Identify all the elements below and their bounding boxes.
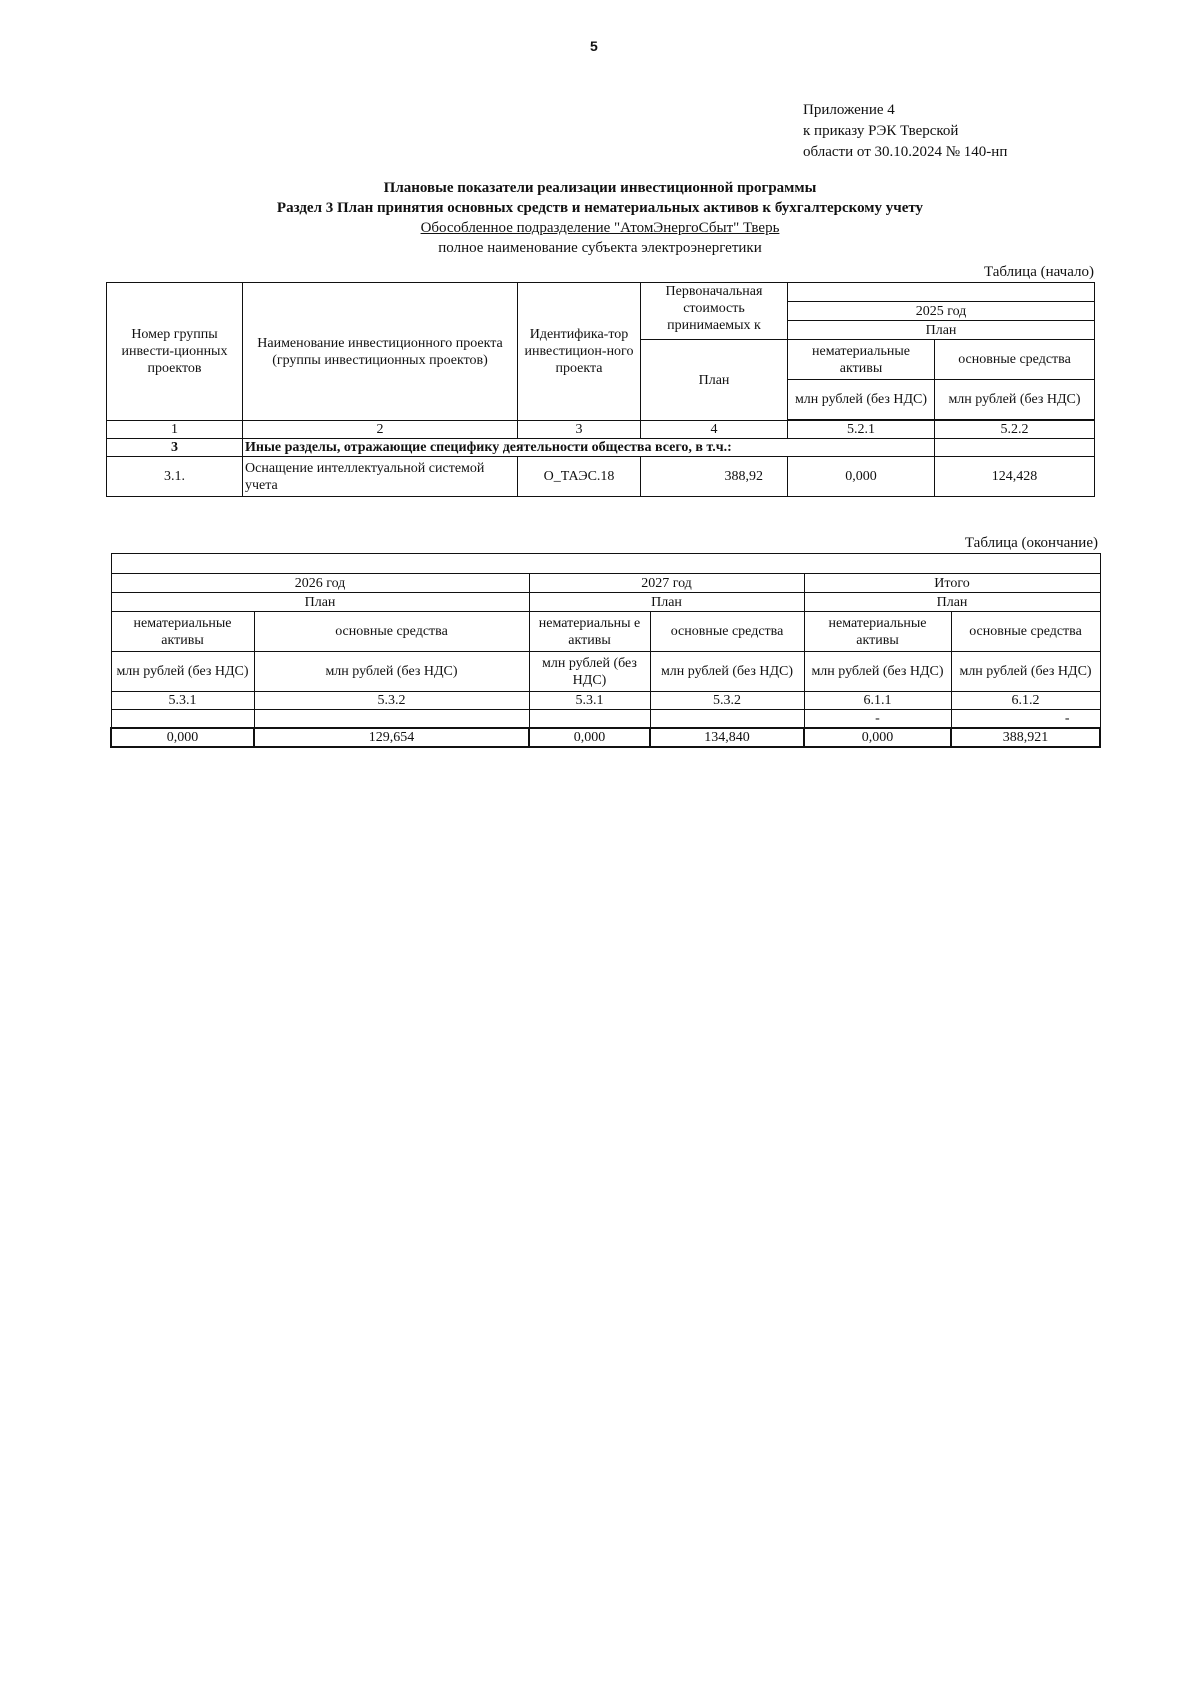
entity-caption: полное наименование субъекта электроэнергетики xyxy=(438,240,762,256)
plan-table-end xyxy=(110,553,1101,748)
header-unit: млн рублей (без НДС) xyxy=(529,652,650,692)
header-intangible: нематериальные активы xyxy=(788,340,935,380)
dash-cell xyxy=(650,710,804,729)
row-intangible: 0,000 xyxy=(788,457,935,497)
appendix-line-2: к приказу РЭК Тверской xyxy=(803,123,959,139)
header-unit: млн рублей (без НДС) xyxy=(951,652,1100,692)
section-row-empty xyxy=(935,439,1095,457)
header-year-2027: 2027 год xyxy=(529,574,804,593)
header-initial-cost-plan: План xyxy=(641,340,788,421)
header-intangible: нематериальны е активы xyxy=(529,612,650,652)
col-number: 6.1.2 xyxy=(951,692,1100,710)
value-cell: 388,921 xyxy=(951,728,1100,747)
header-fixed: основные средства xyxy=(650,612,804,652)
table-start-caption: Таблица (начало) xyxy=(983,264,1094,280)
dash-cell xyxy=(254,710,529,729)
header-unit: млн рублей (без НДС) xyxy=(111,652,254,692)
col-number: 5.2.1 xyxy=(788,421,935,439)
header-plan: План xyxy=(788,321,1095,340)
header-empty xyxy=(788,283,1095,302)
value-cell: 0,000 xyxy=(529,728,650,747)
value-cell: 0,000 xyxy=(804,728,951,747)
appendix-line-3: области от 30.10.2024 № 140-нп xyxy=(803,144,1008,160)
col-number: 1 xyxy=(107,421,243,439)
row-number: 3.1. xyxy=(107,457,243,497)
header-year-2025: 2025 год xyxy=(788,302,1095,321)
header-plan: План xyxy=(529,593,804,612)
row-fixed: 124,428 xyxy=(935,457,1095,497)
dash-cell: - xyxy=(804,710,951,729)
entity-name: Обособленное подразделение "АтомЭнергоСбыт" Тверь xyxy=(420,220,780,236)
table-end-caption: Таблица (окончание) xyxy=(964,535,1098,551)
col-number: 5.3.2 xyxy=(650,692,804,710)
col-number: 4 xyxy=(641,421,788,439)
section-title: Раздел 3 План принятия основных средств и нематериальных активов к бухгалтерскому учету xyxy=(276,200,924,216)
appendix-note xyxy=(803,100,1007,163)
header-plan: План xyxy=(111,593,529,612)
col-number: 2 xyxy=(243,421,518,439)
header-unit: млн рублей (без НДС) xyxy=(804,652,951,692)
value-cell: 134,840 xyxy=(650,728,804,747)
header-unit: млн рублей (без НДС) xyxy=(254,652,529,692)
header-group-no: Номер группы инвести-ционных проектов xyxy=(107,283,243,421)
header-total: Итого xyxy=(804,574,1100,593)
header-plan: План xyxy=(804,593,1100,612)
plan-table-start xyxy=(106,282,1095,497)
row-identifier: O_ТАЭС.18 xyxy=(518,457,641,497)
row-project-name: Оснащение интеллектуальной системой учета xyxy=(243,457,518,497)
col-number: 3 xyxy=(518,421,641,439)
header-intangible: нематериальные активы xyxy=(111,612,254,652)
header-identifier: Идентифика-тор инвестицион-ного проекта xyxy=(518,283,641,421)
page-number: 5 xyxy=(590,38,598,54)
header-unit-2: млн рублей (без НДС) xyxy=(935,380,1095,420)
col-number: 5.2.2 xyxy=(935,421,1095,439)
document-heading xyxy=(0,178,1200,258)
dash-cell xyxy=(111,710,254,729)
value-cell: 129,654 xyxy=(254,728,529,747)
header-intangible: нематериальные активы xyxy=(804,612,951,652)
section-row-label: Иные разделы, отражающие специфику деятельности общества всего, в т.ч.: xyxy=(243,439,935,457)
col-number: 6.1.1 xyxy=(804,692,951,710)
header-year-2026: 2026 год xyxy=(111,574,529,593)
appendix-line-1: Приложение 4 xyxy=(803,102,895,118)
header-project-name: Наименование инвестиционного проекта (группы инвестиционных проектов) xyxy=(243,283,518,421)
col-number: 5.3.2 xyxy=(254,692,529,710)
col-number: 5.3.1 xyxy=(111,692,254,710)
header-unit-1: млн рублей (без НДС) xyxy=(788,380,935,420)
value-cell: 0,000 xyxy=(111,728,254,747)
section-row-number: 3 xyxy=(107,439,243,457)
header-fixed: основные средства xyxy=(935,340,1095,380)
document-title: Плановые показатели реализации инвестиционной программы xyxy=(383,180,817,196)
dash-cell xyxy=(529,710,650,729)
dash-cell: - xyxy=(951,710,1100,729)
header-fixed: основные средства xyxy=(254,612,529,652)
row-initial-plan: 388,92 xyxy=(641,457,788,497)
header-initial-cost: Первоначальная стоимость принимаемых к xyxy=(641,283,788,340)
col-number: 5.3.1 xyxy=(529,692,650,710)
header-unit: млн рублей (без НДС) xyxy=(650,652,804,692)
header-empty xyxy=(111,554,1100,574)
header-fixed: основные средства xyxy=(951,612,1100,652)
